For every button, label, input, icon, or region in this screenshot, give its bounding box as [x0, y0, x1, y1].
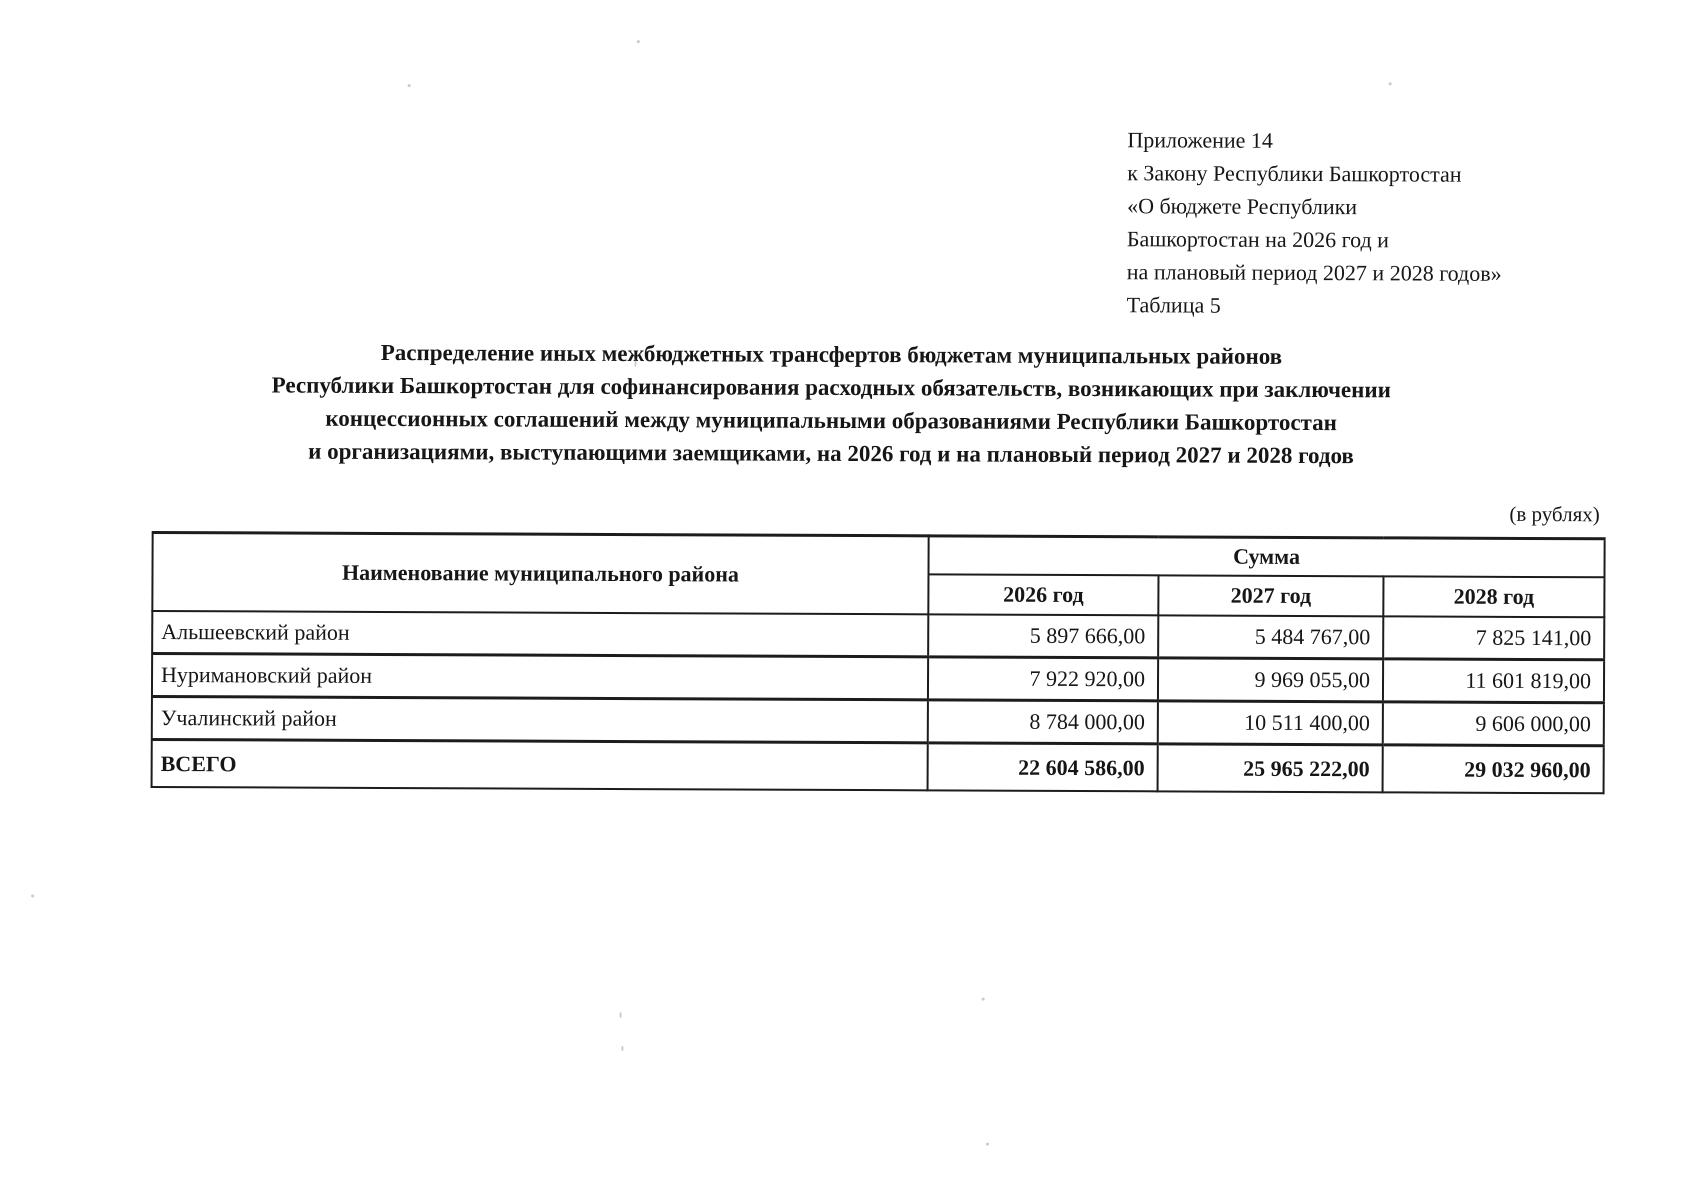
amount-cell-2028: 9 606 000,00 [1383, 702, 1604, 746]
district-name-cell: Альшеевский район [152, 611, 928, 657]
scan-speck [637, 40, 640, 43]
units-note: (в рублях) [1509, 501, 1600, 527]
table-row [152, 611, 1604, 660]
appendix-line: на плановый период 2027 и 2028 годов» [1126, 259, 1502, 286]
amount-cell-2028: 7 825 141,00 [1383, 616, 1604, 659]
scan-speck [986, 1143, 989, 1146]
table-row [152, 653, 1604, 702]
amount-cell-2027: 9 969 055,00 [1158, 658, 1383, 702]
amount-cell-2028: 11 601 819,00 [1383, 659, 1604, 703]
appendix-reference-block [1127, 123, 1568, 323]
amount-cell-2027: 5 484 767,00 [1158, 615, 1383, 658]
title-line: Распределение иных межбюджетных трансфертов бюджетам муниципальных районов [380, 339, 1283, 369]
column-header-district-name: Наименование муниципального района [152, 532, 928, 614]
amount-cell-2026: 8 784 000,00 [928, 700, 1158, 744]
column-header-sum: Сумма [928, 536, 1604, 577]
table-total-row [152, 739, 1604, 793]
district-name-cell: Нуримановский район [152, 653, 928, 699]
table-row [152, 696, 1604, 745]
scan-speck [31, 894, 34, 897]
amount-cell-2026: 5 897 666,00 [928, 614, 1158, 658]
title-line: концессионных соглашений между муниципальными образованиями Республики Башкортостан [325, 405, 1337, 436]
scan-speck [408, 84, 411, 87]
appendix-line: к Закону Республики Башкортостан [1127, 160, 1462, 187]
appendix-line: Башкортостан на 2026 год и [1126, 226, 1390, 253]
scan-speck [620, 1012, 622, 1018]
transfers-table [151, 531, 1606, 794]
document-title [116, 335, 1547, 473]
amount-cell-2026: 7 922 920,00 [928, 657, 1158, 701]
appendix-line: «О бюджете Республики [1127, 193, 1358, 220]
total-amount-cell-2027: 25 965 222,00 [1158, 744, 1383, 792]
appendix-line: Приложение 14 [1127, 127, 1274, 153]
scan-speck [982, 998, 985, 1001]
title-line: Республики Башкортостан для софинансирования расходных обязательств, возникающих при заключении [271, 372, 1391, 403]
column-header-year-2027: 2027 год [1158, 575, 1383, 616]
column-header-year-2026: 2026 год [928, 574, 1158, 615]
total-amount-cell-2026: 22 604 586,00 [928, 743, 1158, 792]
title-line: и организациями, выступающими заемщиками, на 2026 год и на плановый период 2027 и 2028 годов [308, 438, 1354, 469]
total-label-cell: ВСЕГО [152, 739, 928, 790]
appendix-table-number: Таблица 5 [1126, 292, 1221, 318]
district-name-cell: Учалинский район [152, 696, 928, 742]
total-amount-cell-2028: 29 032 960,00 [1383, 745, 1604, 793]
table-header-row [153, 532, 1605, 577]
column-header-year-2028: 2028 год [1383, 576, 1604, 617]
scan-speck [1389, 82, 1392, 85]
amount-cell-2027: 10 511 400,00 [1158, 701, 1383, 745]
scan-speck [621, 1046, 623, 1051]
